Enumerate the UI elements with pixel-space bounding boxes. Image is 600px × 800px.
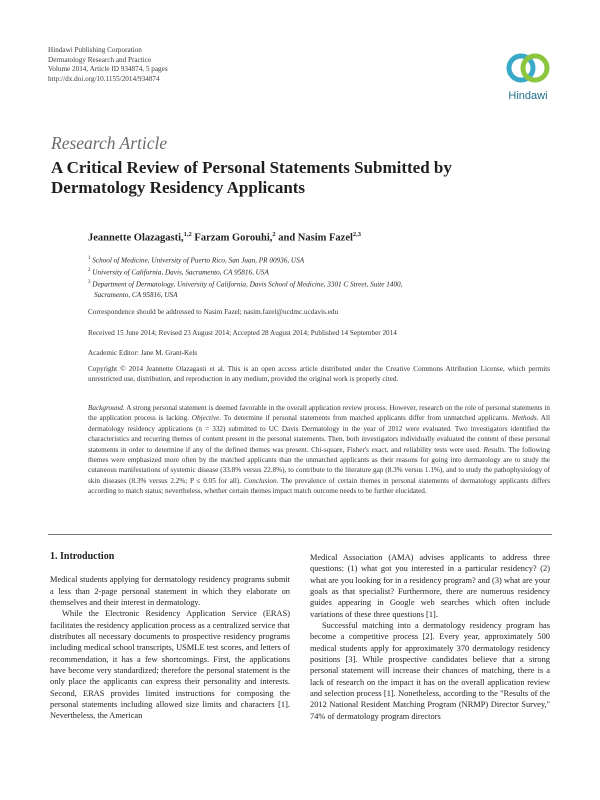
- abstract-label: Background.: [88, 404, 125, 412]
- author-affil-sup: 1,2: [183, 231, 192, 238]
- copyright-notice: Copyright © 2014 Jeannette Olazagasti et al. This is an open access article distributed under the Creative Commons Attribution License, which permits unrestricted use, distribution, and reproduction in any medium, provided the original work is properly cited.: [88, 365, 550, 384]
- abstract-label: Results.: [483, 445, 506, 454]
- author-affil-sup: 2: [272, 231, 276, 238]
- abstract-label: Objective.: [191, 414, 222, 423]
- author-list: [88, 231, 361, 244]
- body-paragraph: While the Electronic Residency Application Service (ERAS) facilitates the residency application process as a centralized service that distributes all necessary documents to prospective residency programs including medical school transcripts, USMLE test scores, and letters of recommendation, it has a few shortcomings. First, the applications have become very standardized; therefore the personal statement is the only place the applicants can express their personality and interests. Second, ERAS provides limited instructions for composing the personal statements including allowed size limits and characters [1]. Nevertheless, the American: [50, 609, 290, 721]
- academic-editor: Academic Editor: Jane M. Grant-Kels: [88, 349, 198, 357]
- journal-header: [48, 46, 168, 84]
- body-paragraph: Successful matching into a dermatology residency program has become a competitive process [2]. Every year, approximately 500 medical students apply for approximately 370 dermatology residency positions [3]. While prospective candidates believe that a strong personal statement will increase their chances of matching, there is a lack of research on the impact it has on the overall application review and selection process [1]. Nonetheless, according to the "Results of the 2012 National Resident Matching Program (NRMP) Director Survey," 74% of dermatology program directors: [310, 621, 550, 721]
- affiliation-list: [88, 254, 538, 301]
- author-name: Farzam Gorouhi,: [194, 232, 273, 244]
- journal-name: Dermatology Research and Practice: [48, 55, 152, 64]
- volume-info: Volume 2014, Article ID 934874, 5 pages: [48, 65, 168, 74]
- abstract: Background. A strong personal statement is deemed favorable in the overall application review process. However, research on the role of personal statements in the application process is lacking. Objective. To determine if personal statements from matched applicants differ from unmatched applicants. Methods. All dermatology residency applications (n = 332) submitted to UC Davis Dermatology in the year of 2012 were evaluated. Two investigators identified the characteristics and recurring themes of content present in the personal statements. Then, both investigators individually evaluated the content of these personal statements in order to determine if any of the defined themes was present. Chi-square, Fisher's exact, and reliability tests were used. Results. The following themes were emphasized more often by the matched applicants than the unmatched applicants as their reasons for going into dermatology are to study the cutaneous manifestations of systemic disease (33.8% versus 22.8%), to contribute to the literature gap (8.3% versus 1.1%), and to study the pathophysiology of skin diseases (8.3% versus 2.2%; P ≤ 0.05 for all). Conclusion. The prevalence of certain themes in personal statements of dermatology applicants differs according to match status; nevertheless, whether certain themes impact match outcome needs to be further elucidated.: [88, 404, 550, 496]
- body-paragraph: Medical Association (AMA) advises applicants to address three questions: (1) what got you interested in a particular residency? (2) what are you looking for in a residency program? and (3) what are your goals as that specialist? Furthermore, there are numerous residency guides appearing in Google web searches which often include variations of these three questions [1].: [310, 553, 550, 619]
- hindawi-logo-text: Hindawi: [508, 90, 548, 102]
- affiliation: $^1$ School of Medicine, University of Puerto Rico, San Juan, PR 00936, USA: [88, 256, 305, 265]
- publisher-name: Hindawi Publishing Corporation: [48, 46, 142, 54]
- author-name: and Nasim Fazel: [278, 232, 353, 244]
- left-column: [50, 551, 290, 722]
- article-type: Research Article: [51, 133, 168, 153]
- right-column: [310, 552, 550, 722]
- affiliation: Sacramento, CA 95816, USA: [94, 290, 178, 299]
- section-divider: [48, 534, 552, 535]
- author-affil-sup: 2,3: [352, 231, 362, 238]
- section-heading: 1. Introduction: [50, 551, 115, 562]
- abstract-label: Methods.: [511, 414, 539, 423]
- author-name: Jeannette Olazagasti,: [88, 232, 184, 244]
- article-title: A Critical Review of Personal Statements Submitted by Dermatology Residency Applicants: [51, 158, 452, 197]
- correspondence-line: Correspondence should be addressed to Nasim Fazel; nasim.fazel@ucdmc.ucdavis.edu: [88, 308, 339, 316]
- affiliation: $^2$ University of California, Davis, Sacramento, CA 95816, USA: [88, 267, 269, 277]
- dates-line: Received 15 June 2014; Revised 23 August 2014; Accepted 28 August 2014; Published 14 September 2014: [88, 329, 397, 337]
- affiliation: $^3$ Department of Dermatology, University of California, Davis School of Medicine, 3301 C Street, Suite 1400,: [88, 279, 403, 289]
- doi-link[interactable]: http://dx.doi.org/10.1155/2014/934874: [48, 74, 160, 83]
- body-paragraph: Medical students applying for dermatology residency programs submit a less than 2-page personal statement in which they elaborate on themselves and their interest in dermatology.: [50, 575, 290, 608]
- abstract-label: Conclusion.: [243, 476, 279, 485]
